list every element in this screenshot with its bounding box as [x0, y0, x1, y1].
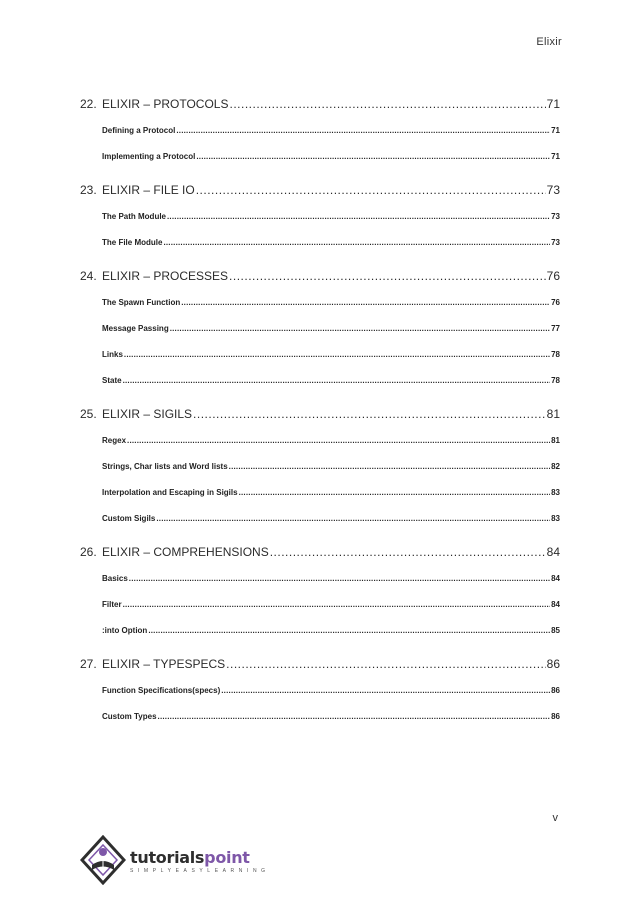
toc-section[interactable] — [80, 625, 560, 637]
toc-section[interactable] — [80, 573, 560, 585]
toc-section[interactable] — [80, 513, 560, 525]
section-page: 86 — [551, 712, 560, 721]
section-page: 82 — [551, 462, 560, 471]
toc-section[interactable] — [80, 349, 560, 361]
section-title: Basics — [102, 574, 128, 583]
section-title: :into Option — [102, 626, 148, 635]
section-title: Defining a Protocol — [102, 126, 176, 135]
section-page: 84 — [551, 574, 560, 583]
chapter-page: 76 — [546, 269, 560, 283]
dot-leader — [127, 435, 550, 447]
toc-section[interactable] — [80, 711, 560, 723]
dot-leader — [226, 656, 545, 673]
toc-chapter-24[interactable] — [80, 268, 560, 285]
toc-section[interactable] — [80, 375, 560, 387]
section-page: 73 — [551, 212, 560, 221]
dot-leader — [176, 125, 550, 137]
chapter-title: ELIXIR – COMPREHENSIONS — [102, 545, 269, 559]
toc-chapter-26[interactable] — [80, 544, 560, 561]
section-page: 78 — [551, 376, 560, 385]
chapter-number: 22. — [80, 97, 97, 111]
toc-section[interactable] — [80, 297, 560, 309]
tutorialspoint-logo — [80, 832, 270, 888]
dot-leader — [221, 685, 550, 697]
toc-chapter-27[interactable] — [80, 656, 560, 673]
section-title: Strings, Char lists and Word lists — [102, 462, 228, 471]
dot-leader — [170, 323, 550, 335]
dot-leader — [158, 711, 551, 723]
section-page: 83 — [551, 488, 560, 497]
section-title: Custom Types — [102, 712, 157, 721]
toc-section[interactable] — [80, 599, 560, 611]
toc-section[interactable] — [80, 151, 560, 163]
toc-section[interactable] — [80, 435, 560, 447]
toc-section[interactable] — [80, 487, 560, 499]
chapter-title: ELIXIR – TYPESPECS — [102, 657, 226, 671]
chapter-number: 26. — [80, 545, 97, 559]
chapter-page: 81 — [546, 407, 560, 421]
chapter-page: 71 — [546, 97, 560, 111]
dot-leader — [270, 544, 546, 561]
page-number: v — [552, 812, 558, 824]
section-page: 81 — [551, 436, 560, 445]
section-page: 86 — [551, 686, 560, 695]
toc-section[interactable] — [80, 125, 560, 137]
dot-leader — [129, 573, 550, 585]
section-page: 83 — [551, 514, 560, 523]
section-page: 78 — [551, 350, 560, 359]
section-title: The File Module — [102, 238, 163, 247]
dot-leader — [229, 461, 550, 473]
dot-leader — [196, 182, 546, 199]
section-page: 73 — [551, 238, 560, 247]
section-page: 76 — [551, 298, 560, 307]
section-title: Implementing a Protocol — [102, 152, 196, 161]
table-of-contents — [80, 96, 560, 723]
section-page: 84 — [551, 600, 560, 609]
logo-wordmark: tutorialspoint — [130, 848, 250, 867]
dot-leader — [163, 237, 550, 249]
logo-emblem-icon — [80, 835, 126, 885]
chapter-number: 25. — [80, 407, 97, 421]
section-title: Interpolation and Escaping in Sigils — [102, 488, 238, 497]
section-page: 71 — [551, 152, 560, 161]
section-title: Links — [102, 350, 123, 359]
section-title: Message Passing — [102, 324, 169, 333]
section-page: 85 — [551, 626, 560, 635]
chapter-title: ELIXIR – PROCESSES — [102, 269, 229, 283]
toc-section[interactable] — [80, 685, 560, 697]
chapter-number: 27. — [80, 657, 97, 671]
chapter-page: 86 — [546, 657, 560, 671]
dot-leader — [239, 487, 551, 499]
section-page: 77 — [551, 324, 560, 333]
section-title: The Spawn Function — [102, 298, 181, 307]
dot-leader — [196, 151, 550, 163]
section-title: Regex — [102, 436, 127, 445]
toc-section[interactable] — [80, 211, 560, 223]
section-title: Function Specifications(specs) — [102, 686, 221, 695]
section-title: Filter — [102, 600, 122, 609]
chapter-number: 23. — [80, 183, 97, 197]
section-page: 71 — [551, 126, 560, 135]
toc-section[interactable] — [80, 461, 560, 473]
dot-leader — [124, 349, 550, 361]
chapter-page: 73 — [546, 183, 560, 197]
dot-leader — [193, 406, 546, 423]
toc-chapter-25[interactable] — [80, 406, 560, 423]
toc-chapter-22[interactable] — [80, 96, 560, 113]
dot-leader — [156, 513, 550, 525]
toc-section[interactable] — [80, 323, 560, 335]
chapter-title: ELIXIR – FILE IO — [102, 183, 195, 197]
section-title: State — [102, 376, 122, 385]
section-title: The Path Module — [102, 212, 166, 221]
running-header: Elixir — [536, 36, 562, 48]
dot-leader — [123, 375, 551, 387]
dot-leader — [123, 599, 551, 611]
section-title: Custom Sigils — [102, 514, 156, 523]
dot-leader — [148, 625, 550, 637]
dot-leader — [230, 96, 546, 113]
chapter-title: ELIXIR – SIGILS — [102, 407, 193, 421]
dot-leader — [181, 297, 550, 309]
dot-leader — [167, 211, 550, 223]
chapter-page: 84 — [546, 545, 560, 559]
dot-leader — [229, 268, 546, 285]
chapter-number: 24. — [80, 269, 97, 283]
chapter-title: ELIXIR – PROTOCOLS — [102, 97, 229, 111]
toc-section[interactable] — [80, 237, 560, 249]
toc-chapter-23[interactable] — [80, 182, 560, 199]
logo-tagline: SIMPLYEASYLEARNING — [130, 868, 270, 874]
